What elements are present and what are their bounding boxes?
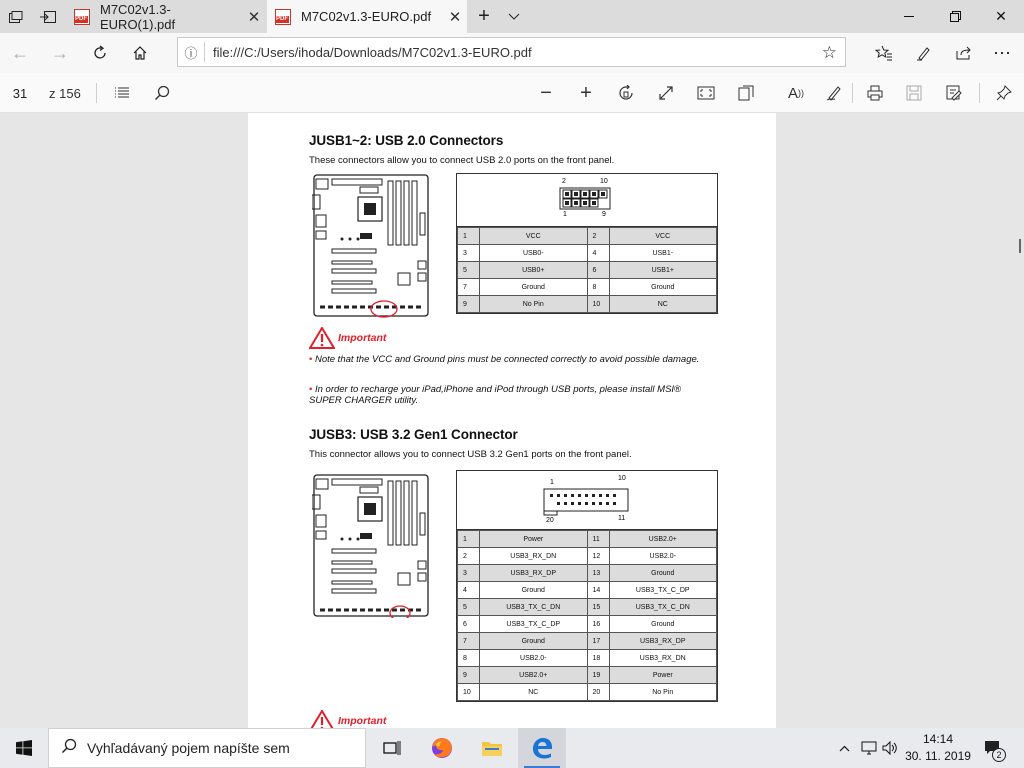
motherboard-diagram-1 <box>312 173 430 318</box>
task-view-icon[interactable] <box>368 728 416 768</box>
pdf-page <box>248 113 776 728</box>
refresh-icon[interactable] <box>84 37 116 69</box>
bullet-icon: • <box>309 354 313 365</box>
table-row <box>458 684 717 701</box>
close-tab-icon[interactable]: ✕ <box>448 8 462 26</box>
pin-signal: USB0- <box>480 245 588 262</box>
firefox-icon[interactable] <box>418 728 466 768</box>
table-row <box>458 228 717 245</box>
minimize-icon[interactable] <box>886 0 932 33</box>
jusb3-pin-label-top-left: 1 <box>550 479 554 486</box>
pin-signal: No Pin <box>609 684 717 701</box>
jusb3-pin-label-bottom-left: 20 <box>546 517 554 524</box>
taskbar-search-box[interactable] <box>48 728 366 768</box>
pin-number: 5 <box>458 262 480 279</box>
jusb12-pin-label-bottom-left: 1 <box>563 211 567 218</box>
table-row <box>458 650 717 667</box>
pin-number: 2 <box>587 228 609 245</box>
new-tab-icon[interactable]: + <box>478 5 490 27</box>
pin-number: 5 <box>458 599 480 616</box>
page-view-icon[interactable] <box>732 79 760 107</box>
pin-signal: Ground <box>480 633 588 650</box>
jusb3-description: This connector allows you to connect USB 3.2 Gen1 ports on the front panel. <box>309 449 632 460</box>
pin-signal: Ground <box>609 279 717 296</box>
pin-signal: USB2.0+ <box>480 667 588 684</box>
important-label-2: Important <box>338 715 387 727</box>
read-aloud-icon[interactable]: A )) <box>787 84 804 102</box>
tab-bar <box>0 0 1024 33</box>
table-row <box>458 548 717 565</box>
pin-signal: VCC <box>609 228 717 245</box>
pin-signal: USB3_RX_DP <box>480 565 588 582</box>
tab-actions-icon[interactable] <box>0 0 32 33</box>
pin-number: 10 <box>458 684 480 701</box>
pin-signal: USB1- <box>609 245 717 262</box>
save-as-icon[interactable] <box>940 79 968 107</box>
tab-2[interactable] <box>267 0 467 33</box>
pin-number: 8 <box>587 279 609 296</box>
pdf-viewer[interactable] <box>0 113 1024 728</box>
show-hidden-icons-chevron-icon[interactable] <box>834 728 854 768</box>
tab-1[interactable] <box>66 0 266 33</box>
pin-number: 9 <box>458 296 480 313</box>
taskbar-search-placeholder: Vyhľadávaný pojem napíšte sem <box>87 740 290 756</box>
bullet-icon: • <box>309 384 313 395</box>
pin-signal: USB3_TX_C_DP <box>480 616 588 633</box>
pin-number: 10 <box>587 296 609 313</box>
windows-start-icon[interactable] <box>0 728 48 768</box>
jusb12-connector-diagram <box>457 174 717 227</box>
pin-number: 12 <box>587 548 609 565</box>
jusb3-connector-diagram <box>457 471 717 530</box>
table-row <box>458 262 717 279</box>
clock[interactable] <box>898 731 978 765</box>
close-tab-icon[interactable]: ✕ <box>247 8 261 26</box>
pin-number: 3 <box>458 565 480 582</box>
toolbar-divider <box>96 83 97 103</box>
close-window-icon[interactable]: ✕ <box>995 8 1007 24</box>
volume-icon[interactable] <box>880 728 900 768</box>
pin-number: 16 <box>587 616 609 633</box>
jusb3-pin-table <box>456 470 718 702</box>
table-row <box>458 245 717 262</box>
important-note-1 <box>309 354 709 365</box>
important-heading-2 <box>309 710 386 728</box>
rotate-icon[interactable] <box>612 79 640 107</box>
pin-signal: Ground <box>480 582 588 599</box>
pin-number: 7 <box>458 279 480 296</box>
pin-signal: USB3_RX_DN <box>480 548 588 565</box>
network-icon[interactable] <box>858 728 880 768</box>
warning-triangle-icon <box>309 327 335 349</box>
save-icon[interactable] <box>900 79 928 107</box>
important-note-2-text: In order to recharge your iPad,iPhone and iPod through USB ports, please install MSI® SUPER CHARGER utility. <box>309 384 682 406</box>
pin-number: 20 <box>587 684 609 701</box>
tab-1-label: M7C02v1.3-EURO(1).pdf <box>100 1 176 32</box>
pdf-file-icon <box>275 9 291 25</box>
pin-signal: USB2.0+ <box>609 531 717 548</box>
set-tabs-aside-icon[interactable] <box>32 0 64 33</box>
table-row <box>458 667 717 684</box>
tab-2-label: M7C02v1.3-EURO.pdf <box>301 9 432 24</box>
pdf-toolbar <box>0 73 1024 113</box>
search-icon[interactable] <box>148 79 176 107</box>
pin-number: 17 <box>587 633 609 650</box>
pin-signal: NC <box>609 296 717 313</box>
pen-notes-icon[interactable] <box>908 37 940 69</box>
pin-signal: NC <box>480 684 588 701</box>
clock-date: 30. 11. 2019 <box>905 749 971 763</box>
fit-to-page-icon[interactable] <box>652 79 680 107</box>
pin-signal: USB3_RX_DP <box>609 633 717 650</box>
pin-number: 8 <box>458 650 480 667</box>
jusb12-pin-table <box>456 173 718 314</box>
favorite-star-icon[interactable]: ☆ <box>821 43 837 62</box>
pin-number: 9 <box>458 667 480 684</box>
pin-number: 15 <box>587 599 609 616</box>
table-row <box>458 633 717 650</box>
navigation-bar <box>0 33 1024 73</box>
pin-signal: Ground <box>609 616 717 633</box>
pin-number: 3 <box>458 245 480 262</box>
pin-signal: USB0+ <box>480 262 588 279</box>
jusb3-pin-rows <box>457 530 717 701</box>
more-menu-icon[interactable]: ⋯ <box>993 42 1011 63</box>
pin-signal: Power <box>609 667 717 684</box>
jusb12-pin-label-top-left: 2 <box>562 178 566 185</box>
address-bar[interactable] <box>177 37 846 67</box>
table-row <box>458 296 717 313</box>
taskbar <box>0 728 1024 768</box>
pin-signal: Power <box>480 531 588 548</box>
notification-count-badge: 2 <box>992 748 1006 762</box>
important-label: Important <box>338 332 387 344</box>
site-info-icon[interactable]: ⓘ <box>184 45 198 61</box>
draw-icon[interactable] <box>820 79 848 107</box>
zoom-in-icon[interactable]: + <box>580 81 592 104</box>
fit-to-width-icon[interactable] <box>692 79 720 107</box>
edge-icon[interactable] <box>518 728 566 768</box>
forward-icon[interactable]: → <box>51 42 69 63</box>
table-of-contents-icon[interactable] <box>108 79 136 107</box>
zoom-out-icon[interactable]: − <box>540 81 552 104</box>
pin-signal: USB3_TX_C_DP <box>609 582 717 599</box>
home-icon[interactable] <box>124 37 156 69</box>
pin-signal: Ground <box>480 279 588 296</box>
back-icon[interactable]: ← <box>11 42 29 63</box>
clock-time: 14:14 <box>922 732 954 746</box>
pin-number: 13 <box>587 565 609 582</box>
pdf-file-icon <box>74 9 90 25</box>
table-row <box>458 531 717 548</box>
pin-number: 14 <box>587 582 609 599</box>
jusb12-pin-label-bottom-right: 9 <box>602 211 606 218</box>
pin-number: 4 <box>458 582 480 599</box>
file-explorer-icon[interactable] <box>468 728 516 768</box>
jusb3-title: JUSB3: USB 3.2 Gen1 Connector <box>309 427 518 442</box>
pin-signal: Ground <box>609 565 717 582</box>
address-url[interactable]: file:///C:/Users/ihoda/Downloads/M7C02v1.3-EURO.pdf <box>213 44 532 60</box>
search-icon <box>61 738 77 759</box>
pin-number: 1 <box>458 228 480 245</box>
toolbar-divider <box>979 83 980 103</box>
motherboard-diagram-2 <box>312 473 430 618</box>
toolbar-divider <box>852 83 853 103</box>
pin-signal: VCC <box>480 228 588 245</box>
jusb12-title: JUSB1~2: USB 2.0 Connectors <box>309 133 504 148</box>
pin-signal: USB3_TX_C_DN <box>609 599 717 616</box>
pin-number: 1 <box>458 531 480 548</box>
restore-icon[interactable] <box>932 0 978 33</box>
pin-signal: USB3_RX_DN <box>609 650 717 667</box>
tab-list-chevron-icon[interactable] <box>498 0 530 33</box>
pin-signal: USB1+ <box>609 262 717 279</box>
jusb3-pin-label-bottom-right: 11 <box>618 515 626 522</box>
pin-signal: USB3_TX_C_DN <box>480 599 588 616</box>
pin-number: 2 <box>458 548 480 565</box>
jusb12-description: These connectors allow you to connect USB 2.0 ports on the front panel. <box>309 155 615 166</box>
jusb3-pin-label-top-right: 10 <box>618 475 626 482</box>
important-heading <box>309 327 386 349</box>
pin-signal: No Pin <box>480 296 588 313</box>
print-icon[interactable] <box>861 79 889 107</box>
pin-signal: USB2.0- <box>609 548 717 565</box>
table-row <box>458 616 717 633</box>
important-note-2 <box>309 384 709 406</box>
pin-number: 11 <box>587 531 609 548</box>
table-row <box>458 599 717 616</box>
pin-number: 18 <box>587 650 609 667</box>
pin-number: 4 <box>587 245 609 262</box>
table-row <box>458 279 717 296</box>
pin-number: 6 <box>587 262 609 279</box>
jusb12-pin-rows <box>457 227 717 313</box>
pin-toolbar-icon[interactable] <box>990 79 1018 107</box>
table-row <box>458 582 717 599</box>
pin-signal: USB2.0- <box>480 650 588 667</box>
scrollbar-thumb[interactable] <box>1019 239 1021 253</box>
important-note-1-text: Note that the VCC and Ground pins must be connected correctly to avoid possible damage. <box>314 354 700 365</box>
jusb12-pin-label-top-right: 10 <box>600 178 608 185</box>
page-number-input[interactable]: 31 <box>12 85 28 101</box>
pin-number: 6 <box>458 616 480 633</box>
warning-triangle-icon <box>309 710 335 728</box>
action-center-icon[interactable] <box>980 728 1006 768</box>
table-row <box>458 565 717 582</box>
pin-number: 7 <box>458 633 480 650</box>
pin-number: 19 <box>587 667 609 684</box>
share-icon[interactable] <box>948 37 980 69</box>
page-total: z 156 <box>49 86 81 101</box>
favorites-icon[interactable] <box>868 37 900 69</box>
